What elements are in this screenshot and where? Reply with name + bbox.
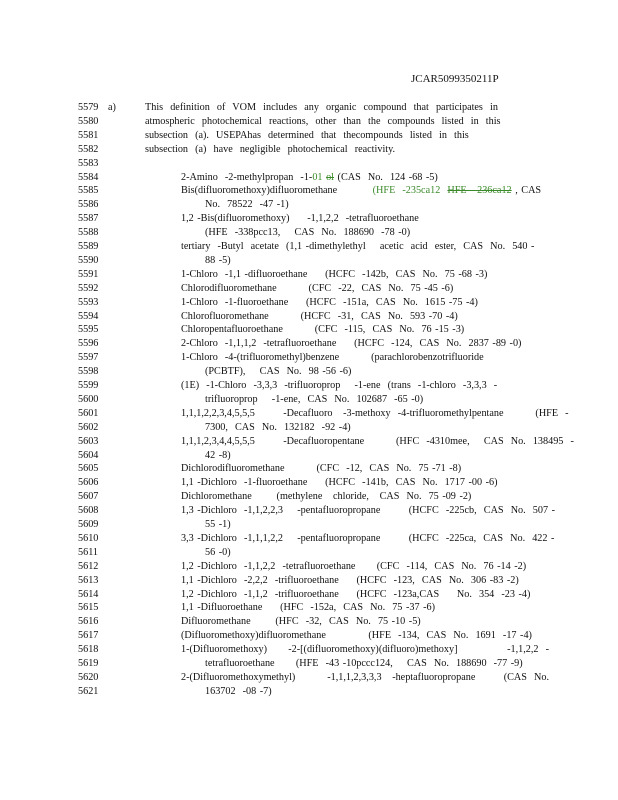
line-text: [205, 254, 231, 268]
line-text: [181, 462, 461, 476]
text-run: trifluoroprop -1-ene, CAS No. 102687 -65 -0): [205, 393, 424, 405]
struck-text: HFE -236ca12: [447, 185, 512, 197]
line-text: [145, 101, 498, 115]
line-number: 5610: [78, 532, 99, 544]
line-number: 5619: [78, 658, 99, 669]
text-run: 1,1 -Difluoroethane (HFC -152a, CAS No. 75 -37 -6): [181, 602, 435, 614]
line-text: [205, 657, 523, 671]
line-text: [181, 379, 497, 393]
struck-text: ol: [326, 171, 334, 183]
text-run: Dichloromethane (methylene chloride, CAS No. 75 -09 -2): [181, 491, 472, 503]
line-text: [181, 323, 464, 337]
line-number: 5585: [78, 185, 99, 197]
text-run: atmospheric photochemical reactions, other than the compounds listed in this: [145, 115, 501, 127]
line-number: 5588: [78, 227, 99, 239]
line-text: [205, 449, 231, 463]
document-id-header: JCAR5099350211P: [411, 73, 499, 85]
line-number: 5592: [78, 282, 99, 294]
line-number: 5580: [78, 115, 99, 127]
text-run: (Difluoromethoxy)difluoromethane (HFE -134, CAS No. 1691 -17 -4): [181, 630, 532, 642]
line-number: 5589: [78, 241, 99, 252]
line-number: 5604: [78, 449, 99, 461]
line-number: 5609: [78, 519, 99, 530]
text-run: 56 -0): [205, 546, 231, 558]
text-run: Bis(difluoromethoxy)difluoromethane: [181, 185, 373, 197]
line-text: [181, 435, 574, 449]
line-number: 5613: [78, 574, 99, 586]
line-number: 5621: [78, 685, 99, 697]
line-text: [181, 615, 421, 629]
text-run: 163702 -08 -7): [205, 685, 272, 697]
line-text: [205, 365, 351, 379]
text-run: tetrafluoroethane (HFE -43 -10pccc124, CAS No. 188690 -77 -9): [205, 658, 523, 669]
text-run: 55 -1): [205, 519, 231, 530]
text-run: (1E) -1-Chloro -3,3,3 -trifluoroprop -1-ene (trans -1-chloro -3,3,3 -: [181, 380, 498, 391]
text-run: 1,2 -Bis(difluoromethoxy) -1,1,2,2 -tetrafluoroethane: [181, 213, 419, 225]
line-number: 5612: [78, 560, 99, 572]
line-number: 5582: [78, 143, 99, 155]
line-number: 5581: [78, 129, 99, 141]
line-number: 5608: [78, 505, 99, 517]
text-run: subsection (a) have negligible photochemical reactivity.: [145, 143, 396, 155]
line-text: [205, 518, 231, 532]
line-text: [181, 643, 549, 657]
line-text: [181, 337, 521, 351]
line-text: [205, 421, 351, 435]
line-text: [181, 240, 534, 254]
line-text: [205, 198, 289, 212]
text-run: 3,3 -Dichloro -1,1,1,2,2 -pentafluoropropane (HCFC -225ca, CAS No. 422 -: [181, 532, 555, 544]
line-number: 5591: [78, 268, 99, 280]
line-text: [145, 129, 469, 143]
line-number: 5616: [78, 616, 99, 628]
text-run: 1,1,1,2,3,4,4,5,5,5 -Decafluoropentane (HFC -4310mee, CAS No. 138495 -: [181, 435, 574, 447]
text-run: 1,1 -Dichloro -2,2,2 -trifluoroethane (HCFC -123, CAS No. 306 -83 -2): [181, 574, 519, 586]
line-text: [181, 574, 519, 588]
line-number: 5598: [78, 366, 99, 378]
text-run: 1,3 -Dichloro -1,1,2,2,3 -pentafluoropropane (HCFC -225cb, CAS No. 507 -: [181, 505, 556, 517]
text-run: 42 -8): [205, 449, 231, 461]
line-text: [181, 184, 541, 198]
line-text: [205, 393, 423, 407]
text-run: 88 -5): [205, 254, 231, 266]
text-run: 1-Chloro -1,1 -difluoroethane (HCFC -142b, CAS No. 75 -68 -3): [181, 268, 488, 280]
text-run: 2-(Difluoromethoxymethyl) -1,1,1,2,3,3,3 -heptafluoropropane (CAS No.: [181, 671, 550, 683]
inserted-text: 01: [312, 171, 323, 183]
text-run: Chlorofluoromethane (HCFC -31, CAS No. 593 -70 -4): [181, 310, 458, 322]
line-text: [181, 629, 532, 643]
text-run: 1-Chloro -4-(trifluoromethyl)benzene (parachlorobenzotrifluoride: [181, 352, 484, 364]
text-run: No. 78522 -47 -1): [205, 199, 289, 211]
line-number: 5586: [78, 199, 99, 211]
line-text: [181, 351, 484, 365]
text-run: 7300, CAS No. 132182 -92 -4): [205, 421, 351, 433]
line-number: 5587: [78, 213, 99, 225]
line-number: 5594: [78, 310, 99, 322]
line-number: 5605: [78, 463, 99, 475]
subsection-marker: a): [108, 102, 116, 113]
text-run: , CAS: [511, 185, 542, 197]
line-number: 5595: [78, 324, 99, 336]
line-text: [205, 546, 231, 560]
line-number: 5615: [78, 602, 99, 614]
line-text: [145, 115, 501, 129]
line-text: [145, 143, 395, 157]
line-number: 5603: [78, 435, 99, 447]
line-text: [181, 407, 569, 421]
line-text: [181, 171, 438, 185]
text-run: (CAS No. 124 -68 -5): [334, 171, 438, 183]
line-number: 5606: [78, 477, 99, 489]
line-number: 5617: [78, 630, 99, 642]
text-run: Dichlorodifluoromethane (CFC -12, CAS No. 75 -71 -8): [181, 463, 462, 475]
line-number: 5614: [78, 588, 99, 600]
line-text: [181, 476, 498, 490]
line-text: [205, 226, 410, 240]
text-run: 1,2 -Dichloro -1,1,2 -trifluoroethane (HCFC -123a,CAS No. 354 -23 -4): [181, 588, 531, 600]
line-text: [181, 532, 554, 546]
line-text: [181, 560, 526, 574]
line-text: [181, 588, 530, 602]
line-text: [181, 671, 549, 685]
line-number: 5620: [78, 671, 99, 683]
line-text: [181, 490, 471, 504]
line-text: [181, 282, 453, 296]
text-run: (PCBTF), CAS No. 98 -56 -6): [205, 366, 352, 378]
line-text: [181, 268, 487, 282]
line-number: 5599: [78, 380, 99, 391]
text-run: (HFE -338pcc13, CAS No. 188690 -78 -0): [205, 227, 411, 239]
line-number: 5601: [78, 407, 99, 419]
line-text: [181, 310, 458, 324]
line-number: 5596: [78, 338, 99, 350]
line-text: [181, 601, 435, 615]
text-run: 2-Amino -2-methylpropan -1-: [181, 171, 313, 183]
line-number: 5590: [78, 254, 99, 266]
text-run: Chloropentafluoroethane (CFC -115, CAS No. 76 -15 -3): [181, 324, 465, 336]
line-number: 5602: [78, 421, 99, 433]
line-number: 5593: [78, 296, 99, 308]
inserted-text: (HFE -235ca12: [372, 185, 441, 197]
text-run: Chlorodifluoromethane (CFC -22, CAS No. 75 -45 -6): [181, 282, 454, 294]
line-text: [205, 685, 272, 699]
line-number: 5618: [78, 644, 99, 656]
line-number: 5579: [78, 102, 99, 113]
line-number: 5584: [78, 171, 99, 183]
line-number: 5607: [78, 491, 99, 503]
line-number: 5583: [78, 157, 99, 169]
line-number: 5597: [78, 352, 99, 364]
text-run: This definition of VOM includes any organic compound that participates in: [145, 102, 498, 113]
line-text: [181, 504, 555, 518]
text-run: Difluoromethane (HFC -32, CAS No. 75 -10 -5): [181, 616, 421, 628]
text-run: 1,1,1,2,2,3,4,5,5,5 -Decafluoro -3-methoxy -4-trifluoromethylpentane (HFE -: [181, 407, 569, 419]
text-run: 1-Chloro -1-fluoroethane (HCFC -151a, CAS No. 1615 -75 -4): [181, 296, 478, 308]
text-run: 1,1 -Dichloro -1-fluoroethane (HCFC -141b, CAS No. 1717 -00 -6): [181, 477, 498, 489]
line-text: [181, 212, 419, 226]
line-number: 5600: [78, 393, 99, 405]
text-run: tertiary -Butyl acetate (1,1 -dimethylethyl acetic acid ester, CAS No. 540 -: [181, 241, 535, 252]
line-text: [181, 296, 478, 310]
text-run: 2-Chloro -1,1,1,2 -tetrafluoroethane (HCFC -124, CAS No. 2837 -89 -0): [181, 338, 522, 350]
text-run: 1,2 -Dichloro -1,1,2,2 -tetrafluoroethane (CFC -114, CAS No. 76 -14 -2): [181, 560, 527, 572]
text-run: subsection (a). USEPAhas determined that thecompounds listed in this: [145, 129, 469, 141]
text-run: 1-(Difluoromethoxy) -2-[(difluoromethoxy)(difluoro)methoxy] -1,1,2,2 -: [181, 644, 550, 656]
line-number: 5611: [78, 546, 98, 558]
